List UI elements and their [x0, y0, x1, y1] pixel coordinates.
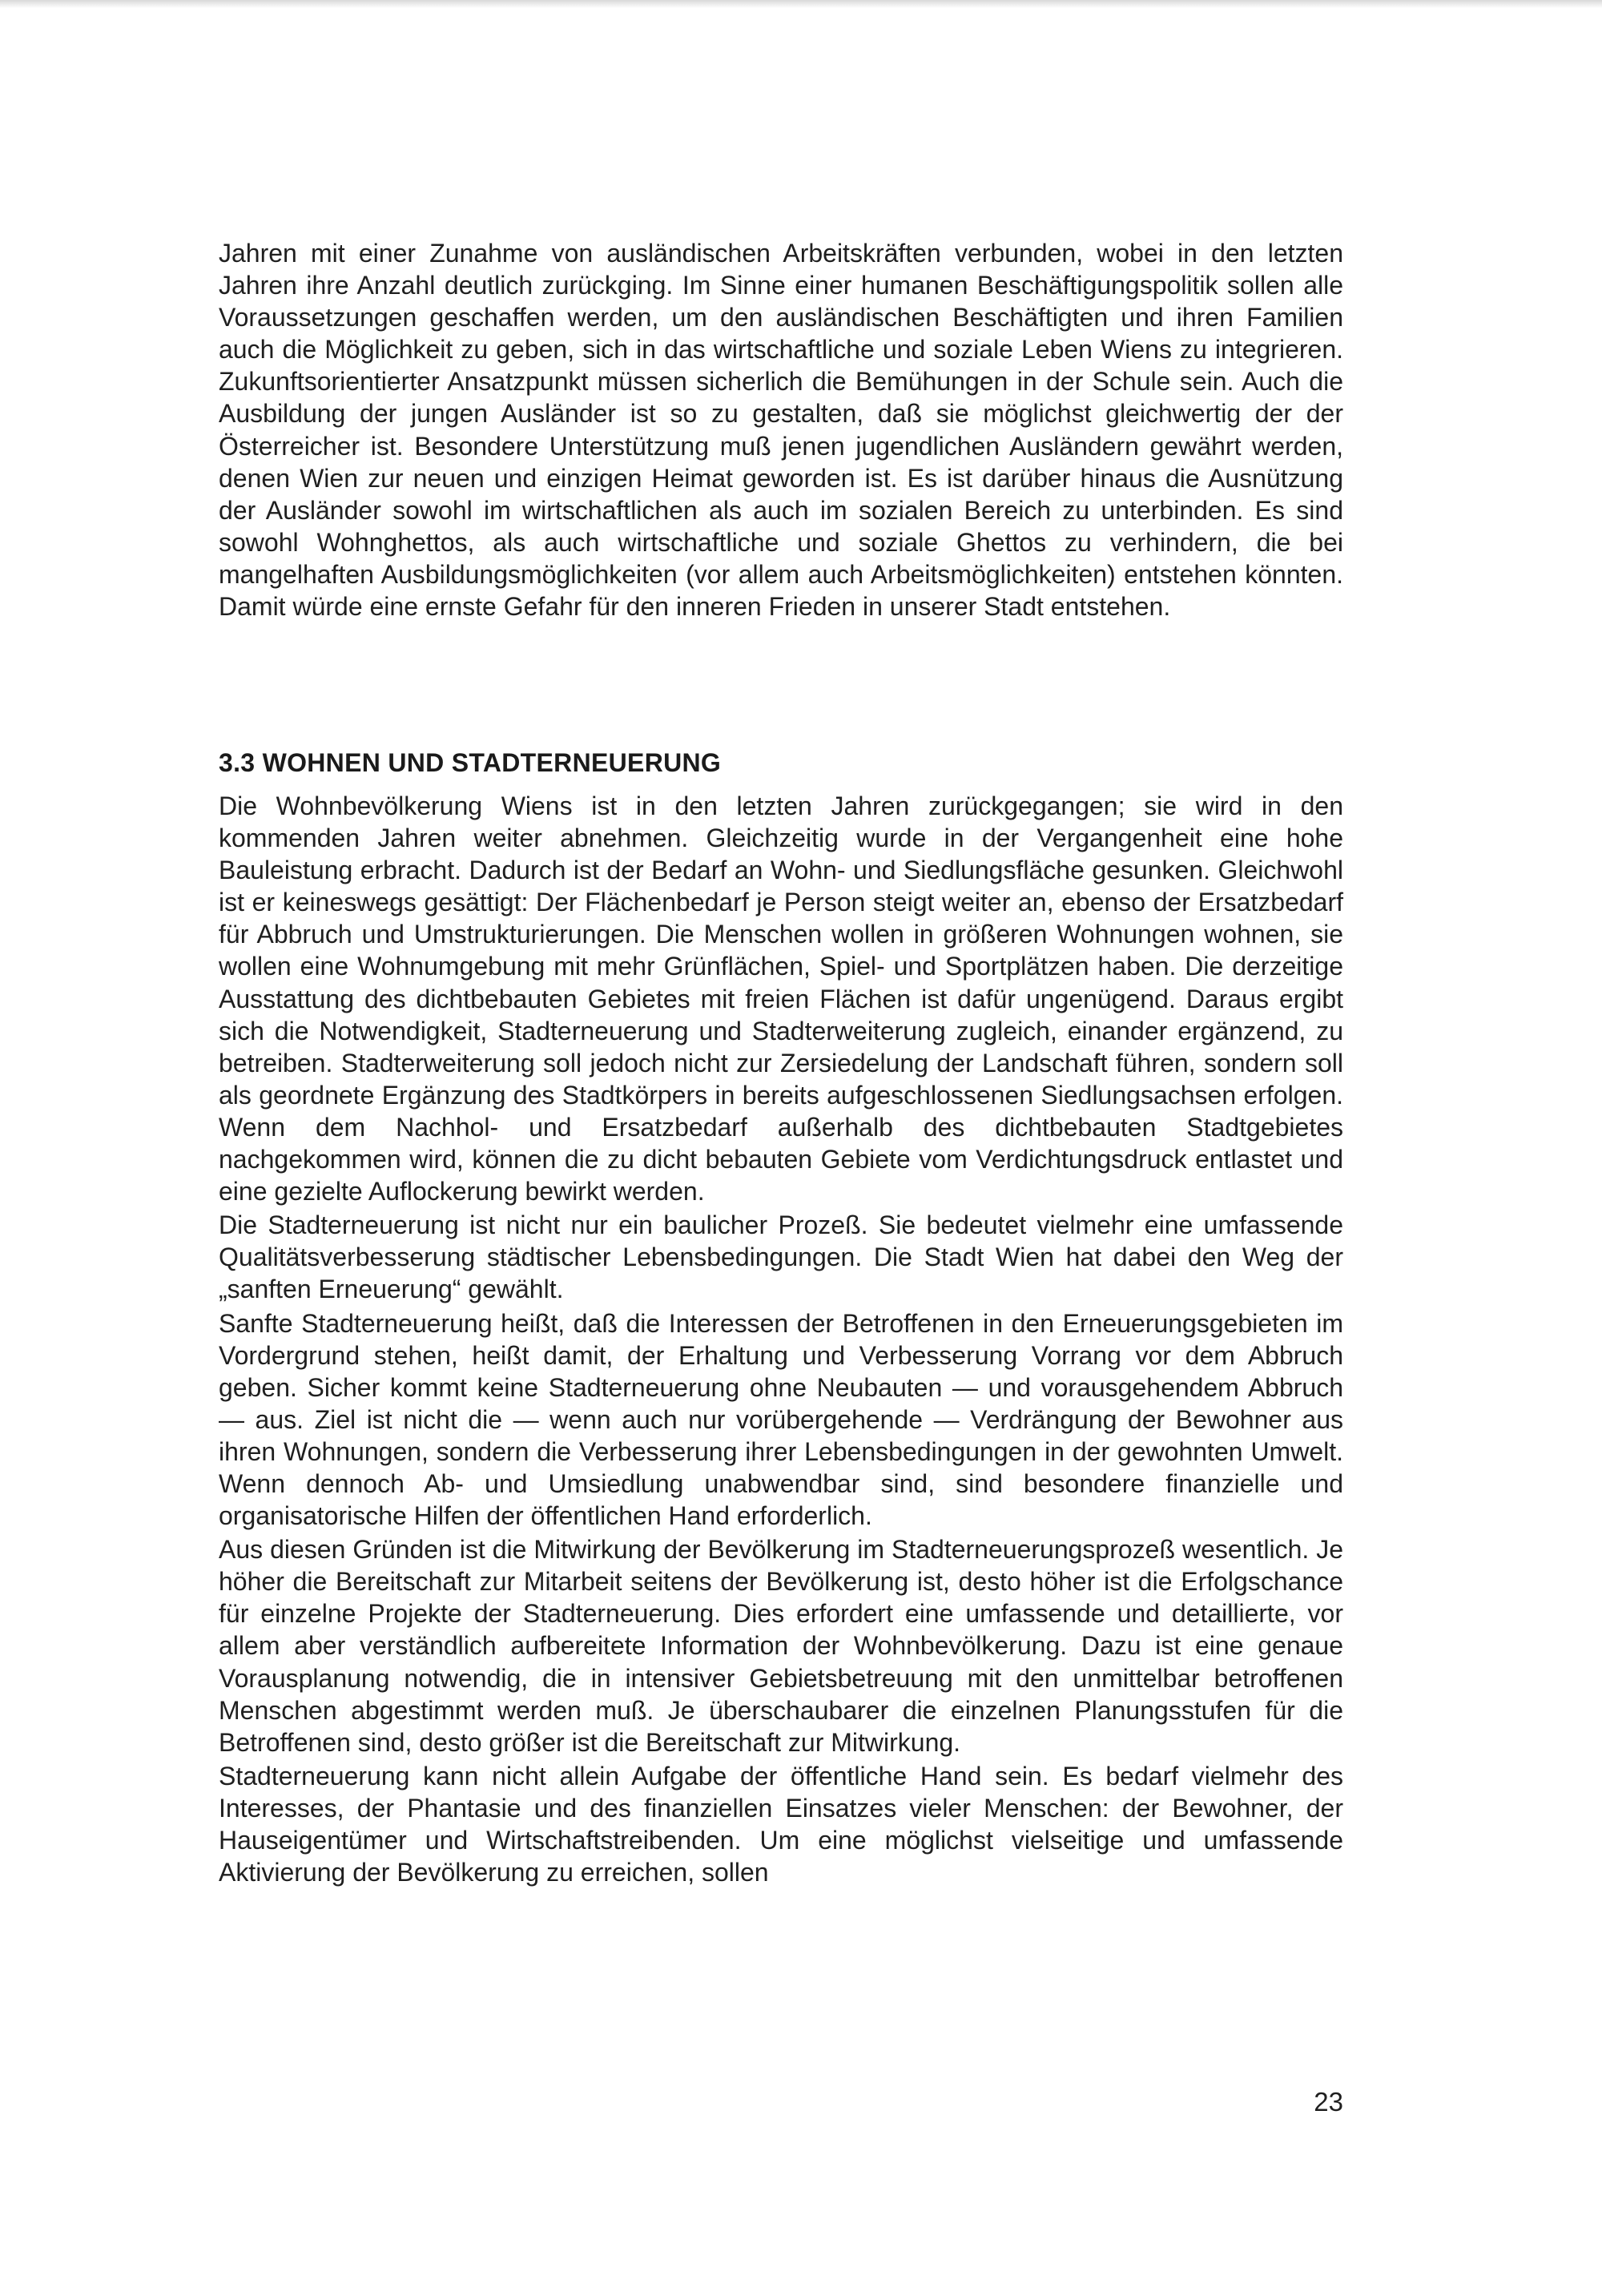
page-number: 23	[1314, 2087, 1343, 2117]
section-paragraph-3: Sanfte Stadterneuerung heißt, daß die Interessen der Betroffenen in den Erneuerungsgebieten im Vordergrund stehen, heißt damit, der Erhaltung und Verbesserung Vorrang vor dem Abbruch geben. Sicher kommt keine Stadterneuerung ohne Neubauten — und vorausgehendem Abbruch — aus. Ziel ist nicht die — wenn auch nur vorübergehende — Verdrängung der Bewohner aus ihren Wohnungen, sondern die Verbesserung ihrer Lebensbedingungen in der gewohnten Umwelt. Wenn dennoch Ab- und Umsiedlung unabwendbar sind, sind besondere finanzielle und organisatorische Hilfen der öffentlichen Hand erforderlich.	[219, 1308, 1343, 1531]
intro-paragraph: Jahren mit einer Zunahme von ausländischen Arbeitskräften verbunden, wobei in den letzten Jahren ihre Anzahl deutlich zurückging. Im Sinne einer humanen Beschäftigungspolitik sollen alle Voraussetzungen geschaffen werden, um den ausländischen Beschäftigten und ihren Familien auch die Möglichkeit zu geben, sich in das wirtschaftliche und soziale Leben Wiens zu integrieren. Zukunftsorientierter Ansatzpunkt müssen sicherlich die Bemühungen in der Schule sein. Auch die Ausbildung der jungen Ausländer ist so zu gestalten, daß sie möglichst gleichwertig der der Österreicher ist. Besondere Unterstützung muß jenen jugendlichen Ausländern gewährt werden, denen Wien zur neuen und einzigen Heimat geworden ist. Es ist darüber hinaus die Ausnützung der Ausländer sowohl im wirtschaftlichen als auch im sozialen Bereich zu unterbinden. Es sind sowohl Wohnghettos, als auch wirtschaftliche und soziale Ghettos zu verhindern, die bei mangelhaften Ausbildungsmöglichkeiten (vor allem auch Arbeitsmöglichkeiten) entstehen könnten. Damit würde eine ernste Gefahr für den inneren Frieden in unserer Stadt entstehen.	[219, 239, 1343, 622]
section-wohnen-stadterneuerung	[219, 747, 1343, 1888]
section-paragraph-2: Die Stadterneuerung ist nicht nur ein baulicher Prozeß. Sie bedeutet vielmehr eine umfassende Qualitätsverbesserung städtischer Lebensbedingungen. Die Stadt Wien hat dabei den Weg der „sanften Erneuerung“ gewählt.	[219, 1210, 1343, 1304]
section-heading: 3.3 WOHNEN UND STADTERNEUERUNG	[219, 748, 722, 777]
section-paragraph-5: Stadterneuerung kann nicht allein Aufgabe der öffentliche Hand sein. Es bedarf vielmehr des Interesses, der Phantasie und des finanziellen Einsatzes vieler Menschen: der Bewohner, der Hauseigentümer und Wirtschaftstreibenden. Um eine möglichst vielseitige und umfassende Aktivierung der Bevölkerung zu erreichen, sollen	[219, 1761, 1343, 1887]
section-paragraph-4: Aus diesen Gründen ist die Mitwirkung der Bevölkerung im Stadterneuerungsprozeß wesentlich. Je höher die Bereitschaft zur Mitarbeit seitens der Bevölkerung ist, desto höher ist die Erfolgschance für einzelne Projekte der Stadterneuerung. Dies erfordert eine umfassende und detaillierte, vor allem aber verständlich aufbereitete Information der Wohnbevölkerung. Dazu ist eine genaue Vorausplanung notwendig, die in intensiver Gebietsbetreuung mit den unmittelbar betroffenen Menschen abgestimmt werden muß. Je überschaubarer die einzelnen Planungsstufen für die Betroffenen sind, desto größer ist die Bereitschaft zur Mitwirkung.	[219, 1535, 1343, 1757]
intro-text-block	[219, 237, 1343, 622]
section-paragraph-1: Die Wohnbevölkerung Wiens ist in den letzten Jahren zurückgegangen; sie wird in den kommenden Jahren weiter abnehmen. Gleichzeitig wurde in der Vergangenheit eine hohe Bauleistung erbracht. Dadurch ist der Bedarf an Wohn- und Siedlungsfläche gesunken. Gleichwohl ist er keineswegs gesättigt: Der Flächenbedarf je Person steigt weiter an, ebenso der Ersatzbedarf für Abbruch und Umstrukturierungen. Die Menschen wollen in größeren Wohnungen wohnen, sie wollen eine Wohnumgebung mit mehr Grünflächen, Spiel- und Sportplätzen haben. Die derzeitige Ausstattung des dichtbebauten Gebietes mit freien Flächen ist dafür ungenügend. Daraus ergibt sich die Notwendigkeit, Stadterneuerung und Stadterweiterung zugleich, einander ergänzend, zu betreiben. Stadterweiterung soll jedoch nicht zur Zersiedelung der Landschaft führen, sondern soll als geordnete Ergänzung des Stadtkörpers in bereits aufgeschlossenen Siedlungsachsen erfolgen. Wenn dem Nachhol- und Ersatzbedarf außerhalb des dichtbebauten Stadtgebietes nachgekommen wird, können die zu dicht bebauten Gebiete vom Verdichtungsdruck entlastet und eine gezielte Auflockerung bewirkt werden.	[219, 792, 1343, 1206]
scan-top-edge	[0, 0, 1602, 8]
